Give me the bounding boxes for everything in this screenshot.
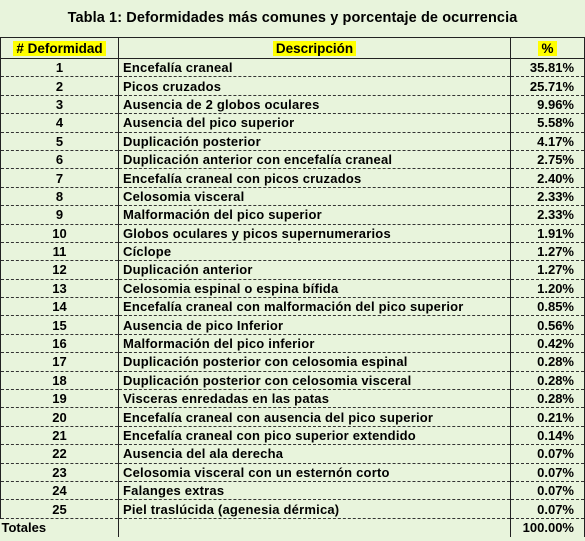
table-row — [1, 224, 585, 242]
row-percent-cell: 2.40% — [511, 169, 585, 187]
header-cell-percent — [511, 38, 585, 59]
table-row — [1, 169, 585, 187]
row-number-cell: 1 — [1, 59, 119, 77]
row-number-cell: 23 — [1, 463, 119, 481]
row-number-cell: 19 — [1, 390, 119, 408]
row-percent-cell: 1.20% — [511, 279, 585, 297]
row-description-cell: Piel traslúcida (agenesia dérmica) — [119, 500, 511, 518]
table-row — [1, 279, 585, 297]
row-number-cell: 24 — [1, 481, 119, 499]
row-description-cell: Encefalía craneal con picos cruzados — [119, 169, 511, 187]
row-description-cell: Encefalía craneal — [119, 59, 511, 77]
row-number-cell: 20 — [1, 408, 119, 426]
table-row — [1, 334, 585, 352]
row-number-cell: 11 — [1, 242, 119, 260]
row-number-cell: 18 — [1, 371, 119, 389]
row-percent-cell: 0.14% — [511, 426, 585, 444]
row-percent-cell: 0.07% — [511, 445, 585, 463]
row-number-cell: 10 — [1, 224, 119, 242]
row-number-cell: 14 — [1, 298, 119, 316]
row-number-cell: 9 — [1, 206, 119, 224]
row-description-cell: Falanges extras — [119, 481, 511, 499]
row-description-cell: Duplicación anterior con encefalía craneal — [119, 150, 511, 168]
totals-blank-cell — [119, 518, 511, 537]
row-percent-cell: 0.85% — [511, 298, 585, 316]
row-description-cell: Celosomia visceral con un esternón corto — [119, 463, 511, 481]
row-number-cell: 16 — [1, 334, 119, 352]
row-number-cell: 13 — [1, 279, 119, 297]
totals-label: Totales — [1, 518, 119, 537]
row-number-cell: 6 — [1, 150, 119, 168]
row-number-cell: 25 — [1, 500, 119, 518]
row-description-cell: Picos cruzados — [119, 77, 511, 95]
row-description-cell: Duplicación posterior — [119, 132, 511, 150]
header-row — [1, 38, 585, 59]
row-description-cell: Duplicación anterior — [119, 261, 511, 279]
row-description-cell: Duplicación posterior con celosomia visceral — [119, 371, 511, 389]
row-percent-cell: 1.91% — [511, 224, 585, 242]
row-description-cell: Cíclope — [119, 242, 511, 260]
row-description-cell: Celosomia espinal o espina bífida — [119, 279, 511, 297]
table-row — [1, 132, 585, 150]
row-description-cell: Duplicación posterior con celosomia espinal — [119, 353, 511, 371]
row-percent-cell: 1.27% — [511, 261, 585, 279]
row-description-cell: Encefalía craneal con malformación del pico superior — [119, 298, 511, 316]
row-number-cell: 4 — [1, 114, 119, 132]
row-percent-cell: 0.28% — [511, 353, 585, 371]
row-description-cell: Visceras enredadas en las patas — [119, 390, 511, 408]
table-row — [1, 298, 585, 316]
table-row — [1, 353, 585, 371]
row-description-cell: Encefalía craneal con ausencia del pico superior — [119, 408, 511, 426]
row-percent-cell: 35.81% — [511, 59, 585, 77]
table-row — [1, 390, 585, 408]
table-row — [1, 316, 585, 334]
table-row — [1, 445, 585, 463]
table-row — [1, 481, 585, 499]
row-number-cell: 22 — [1, 445, 119, 463]
row-description-cell: Ausencia de 2 globos oculares — [119, 95, 511, 113]
row-percent-cell: 0.56% — [511, 316, 585, 334]
row-number-cell: 8 — [1, 187, 119, 205]
row-percent-cell: 2.75% — [511, 150, 585, 168]
row-description-cell: Ausencia del pico superior — [119, 114, 511, 132]
deformities-table — [0, 37, 585, 537]
row-percent-cell: 0.07% — [511, 500, 585, 518]
row-number-cell: 17 — [1, 353, 119, 371]
row-description-cell: Globos oculares y picos supernumerarios — [119, 224, 511, 242]
row-number-cell: 12 — [1, 261, 119, 279]
table-row — [1, 261, 585, 279]
row-percent-cell: 0.07% — [511, 463, 585, 481]
row-percent-cell: 2.33% — [511, 206, 585, 224]
header-label-number: # Deformidad — [13, 41, 105, 56]
row-description-cell: Malformación del pico inferior — [119, 334, 511, 352]
row-percent-cell: 0.28% — [511, 390, 585, 408]
table-row — [1, 500, 585, 518]
row-number-cell: 5 — [1, 132, 119, 150]
row-percent-cell: 0.42% — [511, 334, 585, 352]
header-cell-number — [1, 38, 119, 59]
table-row — [1, 242, 585, 260]
row-number-cell: 2 — [1, 77, 119, 95]
row-description-cell: Celosomia visceral — [119, 187, 511, 205]
table-row — [1, 371, 585, 389]
row-percent-cell: 0.21% — [511, 408, 585, 426]
row-number-cell: 7 — [1, 169, 119, 187]
row-percent-cell: 4.17% — [511, 132, 585, 150]
row-description-cell: Ausencia de pico Inferior — [119, 316, 511, 334]
row-percent-cell: 2.33% — [511, 187, 585, 205]
row-description-cell: Encefalía craneal con pico superior extendido — [119, 426, 511, 444]
table-row — [1, 95, 585, 113]
table-row — [1, 463, 585, 481]
table-row — [1, 59, 585, 77]
header-cell-description — [119, 38, 511, 59]
header-label-description: Descripción — [273, 41, 356, 56]
row-number-cell: 15 — [1, 316, 119, 334]
row-number-cell: 21 — [1, 426, 119, 444]
row-description-cell: Malformación del pico superior — [119, 206, 511, 224]
row-percent-cell: 1.27% — [511, 242, 585, 260]
row-percent-cell: 5.58% — [511, 114, 585, 132]
header-label-percent: % — [538, 41, 556, 56]
table-row — [1, 114, 585, 132]
row-percent-cell: 25.71% — [511, 77, 585, 95]
table-row — [1, 150, 585, 168]
row-percent-cell: 0.07% — [511, 481, 585, 499]
table-row — [1, 426, 585, 444]
table-row — [1, 408, 585, 426]
totals-value: 100.00% — [511, 518, 585, 537]
row-percent-cell: 9.96% — [511, 95, 585, 113]
table-row — [1, 187, 585, 205]
table-title: Tabla 1: Deformidades más comunes y porcentaje de ocurrencia — [67, 10, 518, 26]
table-row — [1, 77, 585, 95]
row-description-cell: Ausencia del ala derecha — [119, 445, 511, 463]
row-number-cell: 3 — [1, 95, 119, 113]
row-percent-cell: 0.28% — [511, 371, 585, 389]
totals-row — [1, 518, 585, 537]
table-row — [1, 206, 585, 224]
